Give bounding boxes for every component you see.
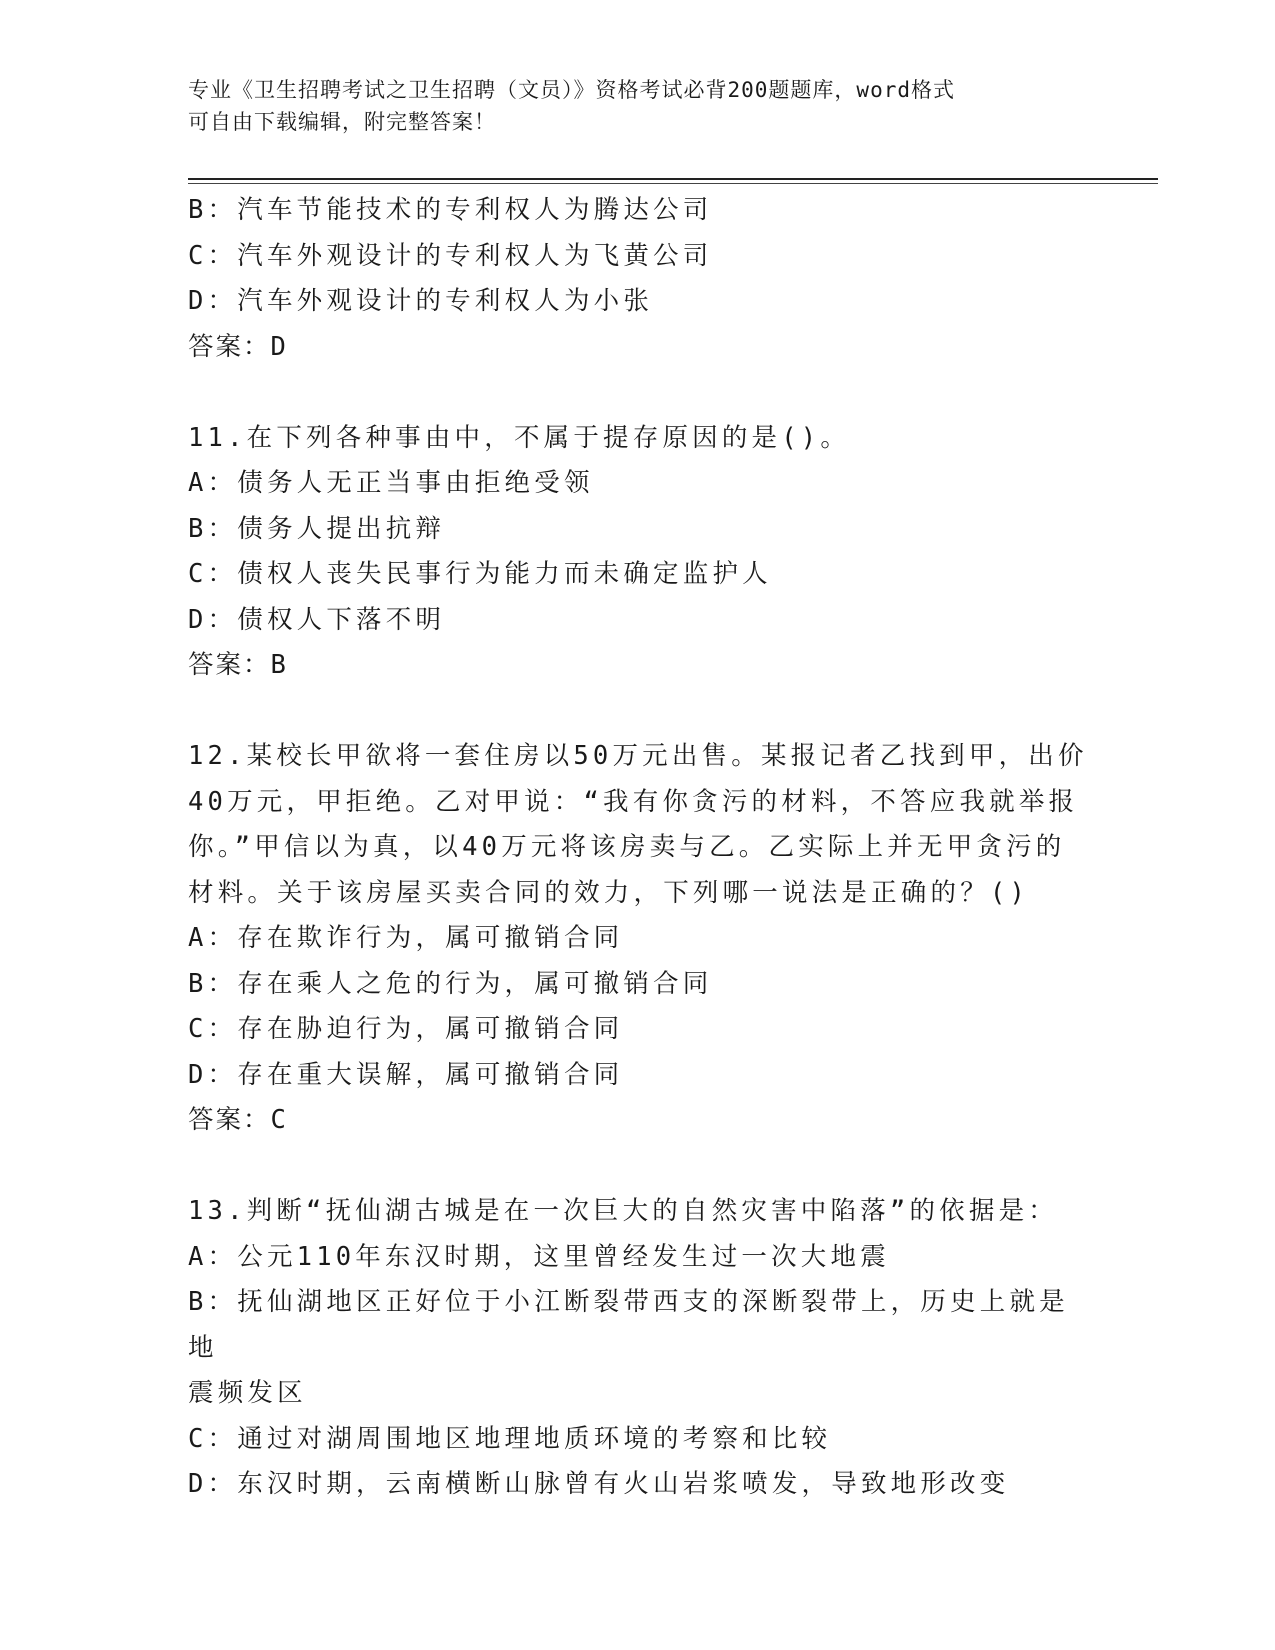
header-title-line-2: 可自由下载编辑，附完整答案！ [188, 110, 496, 134]
option-b-line-1: B：抚仙湖地区正好位于小江断裂带西支的深断裂带上，历史上就是地 [188, 1287, 1069, 1363]
question-12 [188, 734, 1088, 1144]
option-c: C：债权人丧失民事行为能力而未确定监护人 [188, 559, 772, 589]
question-11 [188, 416, 1088, 689]
document-body [188, 188, 1088, 1508]
option-b: B：汽车节能技术的专利权人为腾达公司 [188, 195, 713, 225]
option-b-line-2: 震频发区 [188, 1378, 307, 1408]
spacer [188, 370, 1088, 416]
option-b: B：债务人提出抗辩 [188, 513, 446, 544]
option-d: D：债权人下落不明 [188, 604, 446, 635]
question-stem-line-1: 12.某校长甲欲将一套住房以50万元出售。某报记者乙找到甲，出价 [188, 741, 1088, 771]
option-b: B：存在乘人之危的行为，属可撤销合同 [188, 968, 713, 999]
option-c: C：存在胁迫行为，属可撤销合同 [188, 1014, 624, 1044]
option-a: A：公元110年东汉时期，这里曾经发生过一次大地震 [188, 1241, 890, 1272]
question-stem: 11.在下列各种事由中，不属于提存原因的是()。 [188, 422, 851, 453]
spacer [188, 1144, 1088, 1190]
question-stem-line-3: 你。”甲信以为真，以40万元将该房卖与乙。乙实际上并无甲贪污的 [188, 832, 1066, 862]
option-d: D：汽车外观设计的专利权人为小张 [188, 286, 654, 316]
header-divider-thick [188, 178, 1158, 180]
header-title-line-1: 专业《卫生招聘考试之卫生招聘（文员）》资格考试必背200题题库，word格式 [188, 78, 955, 102]
question-stem-line-4: 材料。关于该房屋买卖合同的效力，下列哪一说法是正确的？() [188, 877, 1030, 908]
question-stem-line-2: 40万元，甲拒绝。乙对甲说：“我有你贪污的材料，不答应我就举报 [188, 786, 1079, 817]
page-header [188, 74, 1068, 138]
option-c: C：通过对湖周围地区地理地质环境的考察和比较 [188, 1423, 832, 1454]
option-a: A：债务人无正当事由拒绝受领 [188, 468, 594, 498]
option-d: D：存在重大误解，属可撤销合同 [188, 1059, 624, 1090]
option-c: C：汽车外观设计的专利权人为飞黄公司 [188, 240, 713, 271]
answer: 答案：C [188, 1105, 288, 1135]
option-a: A：存在欺诈行为，属可撤销合同 [188, 923, 624, 953]
answer: 答案：B [188, 650, 288, 680]
question-13 [188, 1189, 1088, 1508]
answer: 答案：D [188, 331, 288, 362]
option-d: D：东汉时期，云南横断山脉曾有火山岩浆喷发，导致地形改变 [188, 1469, 1010, 1499]
header-divider-thin [188, 183, 1158, 184]
question-stem: 13.判断“抚仙湖古城是在一次巨大的自然灾害中陷落”的依据是： [188, 1196, 1058, 1226]
spacer [188, 689, 1088, 735]
question-10-tail [188, 188, 1088, 370]
